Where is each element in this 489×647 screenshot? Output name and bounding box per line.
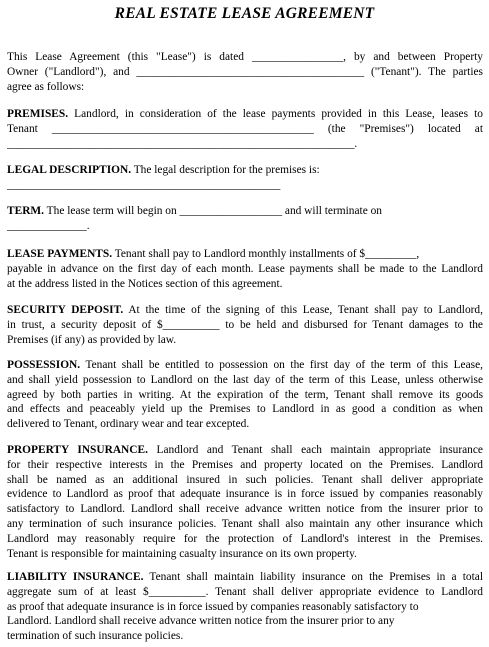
paragraph-line: Landlord. Landlord shall receive advance written notice from the insurer prior to any	[7, 615, 395, 628]
paragraph-line: agreed by both parties in writing. At the expiration of the term, Tenant shall remove its goods	[7, 388, 483, 401]
paragraph-line: payable in advance on the first day of each month. Lease payments shall be made to the Landlord	[7, 262, 483, 275]
intro-paragraph	[7, 50, 483, 94]
paragraph-line: ________________________________________________	[7, 178, 281, 191]
paragraph-line: agree as follows:	[7, 80, 85, 93]
paragraph-line: SECURITY DEPOSIT. At the time of the signing of this Lease, Tenant shall pay to Landlord,	[7, 304, 483, 316]
paragraph-line: as proof that adequate insurance is in force issued by companies reasonably satisfactory to	[7, 600, 419, 613]
paragraph-line: and effects and peaceably yield up the Premises to Landlord in as good a condition as when	[7, 403, 483, 416]
paragraph-line: _____________________________________________________________.	[7, 137, 358, 150]
paragraph-line: Tenant ______________________________________________ (the "Premises") located at	[7, 122, 483, 135]
paragraph-line: Landlord may reasonably require for the protection of Landlord's interest in the Premises.	[7, 532, 483, 545]
section-heading: PROPERTY INSURANCE.	[7, 444, 148, 456]
paragraph-line: This Lease Agreement (this "Lease") is dated ________________, by and between Property	[7, 51, 483, 63]
term-section	[7, 204, 483, 234]
paragraph-line: and shall yield possession to Landlord on the last day of the term of this Lease, unless otherwise	[7, 373, 483, 386]
paragraph-line: evidence to Landlord as proof that adequate insurance is in force issued by companies reasonably	[7, 488, 483, 501]
paragraph-line: in trust, a security deposit of $__________ to be held and disbursed for Tenant damages to the	[7, 318, 483, 331]
paragraph-line: for their respective interests in the Premises and property located on the Premises. Landlord	[7, 458, 483, 471]
paragraph-line: LEGAL DESCRIPTION. The legal description for the premises is:	[7, 164, 320, 176]
paragraph-line: Owner ("Landlord"), and ________________________________________ ("Tenant"). The parties	[7, 65, 483, 78]
possession-section	[7, 358, 483, 432]
security-deposit-section	[7, 303, 483, 347]
section-heading: LEASE PAYMENTS.	[7, 248, 113, 260]
liability-insurance-section	[7, 570, 483, 644]
paragraph-line: any termination of such insurance policies. Tenant shall also maintain any other insurance which	[7, 517, 483, 530]
paragraph-line: PROPERTY INSURANCE. Landlord and Tenant shall each maintain appropriate insurance	[7, 444, 483, 456]
paragraph-line: LIABILITY INSURANCE. Tenant shall maintain liability insurance on the Premises in a total	[7, 571, 483, 583]
paragraph-line: PREMISES. Landlord, in consideration of the lease payments provided in this Lease, leases to	[7, 108, 483, 120]
paragraph-line: at the address listed in the Notices section of this agreement.	[7, 277, 283, 290]
paragraph-line: LEASE PAYMENTS. Tenant shall pay to Landlord monthly installments of $_________,	[7, 248, 420, 260]
paragraph-line: termination of such insurance policies.	[7, 630, 184, 643]
paragraph-line: POSSESSION. Tenant shall be entitled to possession on the first day of the term of this Lease,	[7, 359, 483, 371]
legal-description-section	[7, 163, 483, 193]
property-insurance-section	[7, 443, 483, 561]
section-heading: LIABILITY INSURANCE.	[7, 571, 144, 583]
document-title: REAL ESTATE LEASE AGREEMENT	[114, 5, 375, 22]
premises-section	[7, 107, 483, 151]
paragraph-line: ______________.	[7, 219, 90, 232]
paragraph-line: shall be named as an additional insured in such policies. Tenant shall deliver appropriate	[7, 473, 483, 486]
paragraph-line: delivered to Tenant, ordinary wear and tear excepted.	[7, 418, 250, 431]
lease-payments-section	[7, 247, 483, 291]
paragraph-line: TERM. The lease term will begin on __________________ and will terminate on	[7, 205, 382, 217]
paragraph-line: aggregate sum of at least $__________. Tenant shall deliver appropriate evidence to Landlord	[7, 585, 483, 598]
section-heading: LEGAL DESCRIPTION.	[7, 164, 132, 176]
section-heading: SECURITY DEPOSIT.	[7, 304, 124, 316]
section-heading: POSSESSION.	[7, 359, 81, 371]
paragraph-line: Tenant is responsible for maintaining casualty insurance on its own property.	[7, 547, 357, 560]
paragraph-line: satisfactory to Landlord. Landlord shall receive advance written notice from the insurer prior to	[7, 503, 483, 516]
paragraph-line: Premises (if any) as provided by law.	[7, 333, 177, 346]
section-heading: PREMISES.	[7, 108, 69, 120]
section-heading: TERM.	[7, 205, 45, 217]
